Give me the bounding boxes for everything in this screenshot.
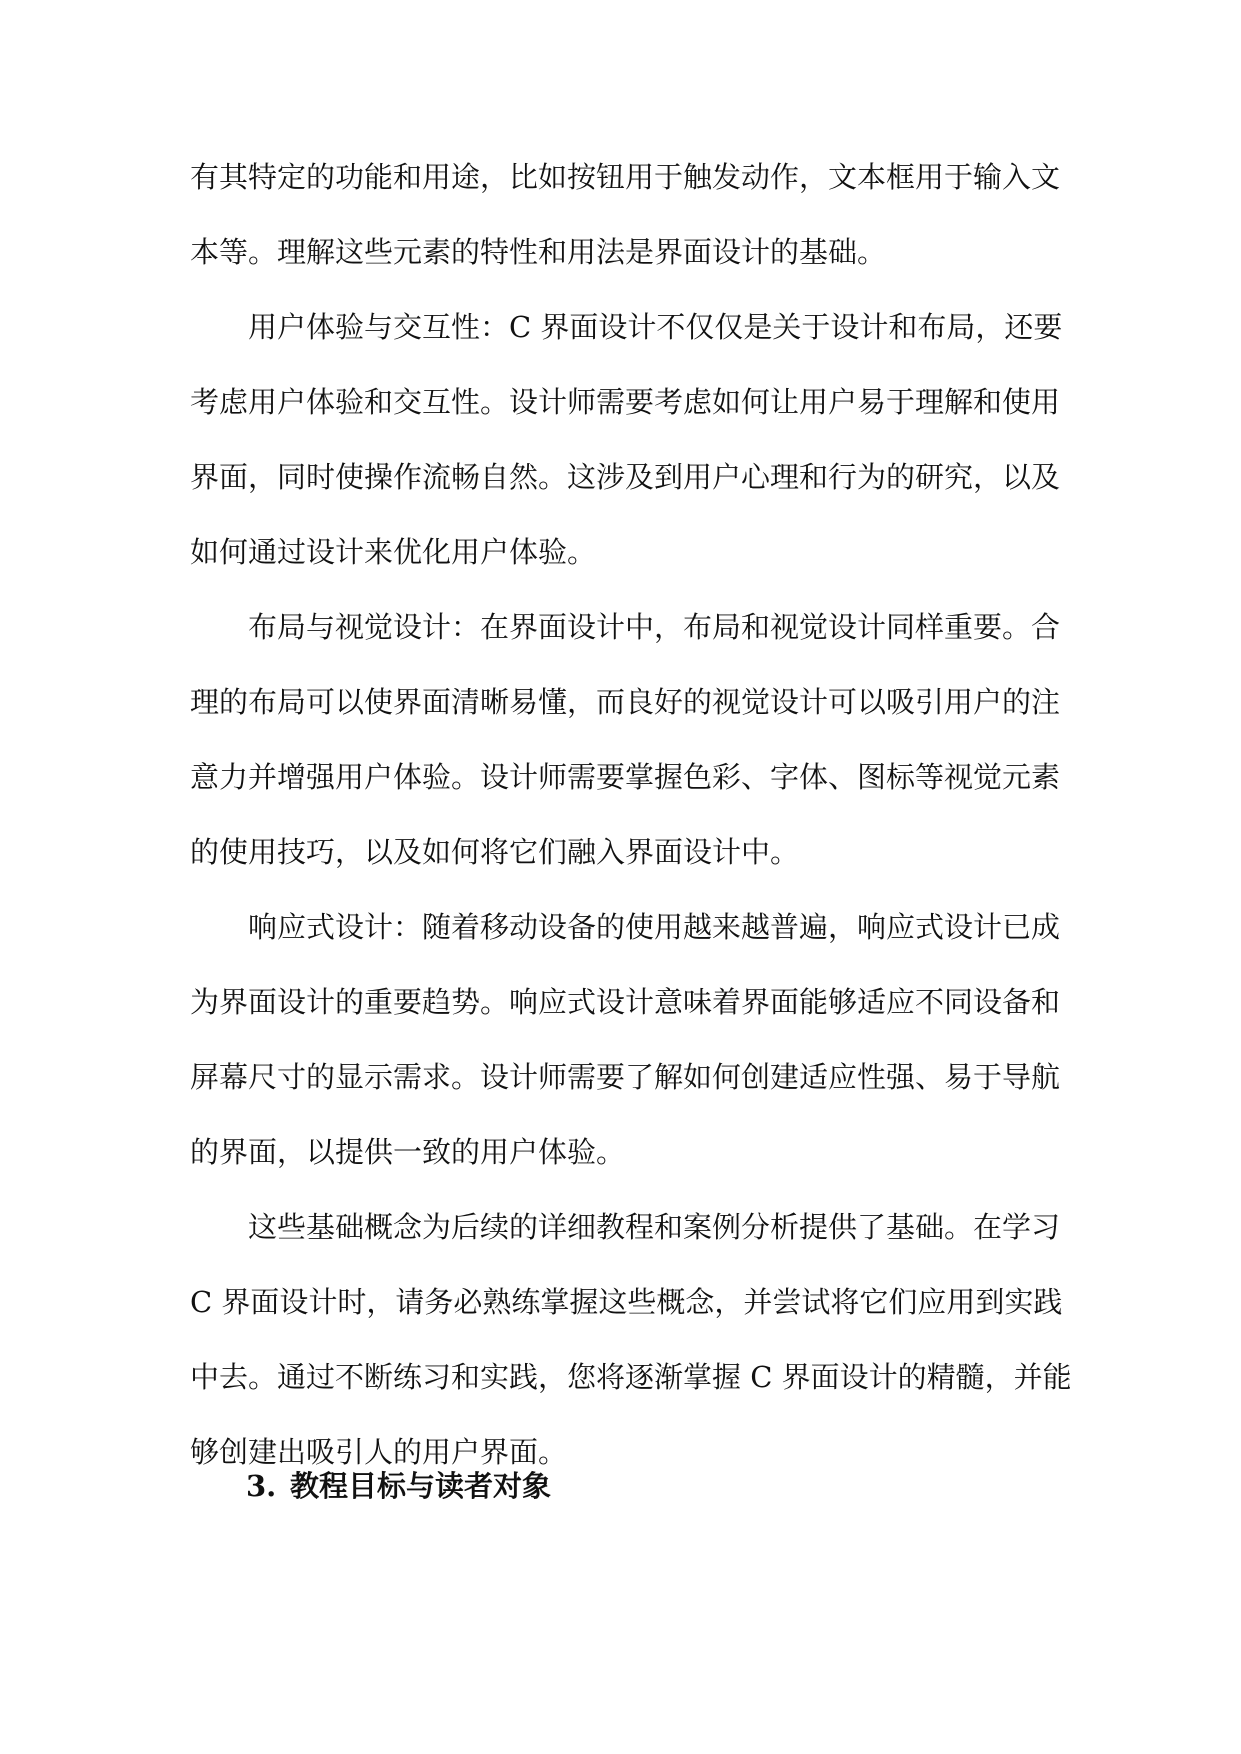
- text-line: 意力并增强用户体验。设计师需要掌握色彩、字体、图标等视觉元素: [190, 760, 1061, 794]
- text-line: 响应式设计：随着移动设备的使用越来越普遍，响应式设计已成: [248, 910, 1061, 944]
- text-line: 用户体验与交互性：C 界面设计不仅仅是关于设计和布局，还要: [248, 310, 1063, 344]
- text-line: 这些基础概念为后续的详细教程和案例分析提供了基础。在学习: [248, 1210, 1061, 1244]
- text-line: 为界面设计的重要趋势。响应式设计意味着界面能够适应不同设备和: [190, 985, 1061, 1019]
- text-line: 布局与视觉设计：在界面设计中，布局和视觉设计同样重要。合: [248, 610, 1061, 644]
- text-line: 界面，同时使操作流畅自然。这涉及到用户心理和行为的研究，以及: [190, 460, 1061, 494]
- text-line: 如何通过设计来优化用户体验。: [190, 535, 597, 569]
- text-line: C 界面设计时，请务必熟练掌握这些概念，并尝试将它们应用到实践: [190, 1285, 1063, 1319]
- text-line: 的界面，以提供一致的用户体验。: [190, 1135, 626, 1169]
- text-line: 的使用技巧，以及如何将它们融入界面设计中。: [190, 835, 800, 869]
- body-text: [190, 140, 1072, 1490]
- text-line: 本等。理解这些元素的特性和用法是界面设计的基础。: [190, 235, 887, 269]
- text-line: 考虑用户体验和交互性。设计师需要考虑如何让用户易于理解和使用: [190, 385, 1061, 419]
- section-title: 教程目标与读者对象: [290, 1469, 552, 1503]
- text-line: 够创建出吸引人的用户界面。: [190, 1435, 568, 1469]
- section-heading: [246, 1466, 551, 1506]
- text-line: 屏幕尺寸的显示需求。设计师需要了解如何创建适应性强、易于导航: [190, 1060, 1061, 1094]
- text-line: 有其特定的功能和用途，比如按钮用于触发动作，文本框用于输入文: [190, 160, 1061, 194]
- text-line: 中去。通过不断练习和实践，您将逐渐掌握 C 界面设计的精髓，并能: [190, 1360, 1072, 1394]
- section-number: 3.: [246, 1469, 277, 1503]
- text-line: 理的布局可以使界面清晰易懂，而良好的视觉设计可以吸引用户的注: [190, 685, 1061, 719]
